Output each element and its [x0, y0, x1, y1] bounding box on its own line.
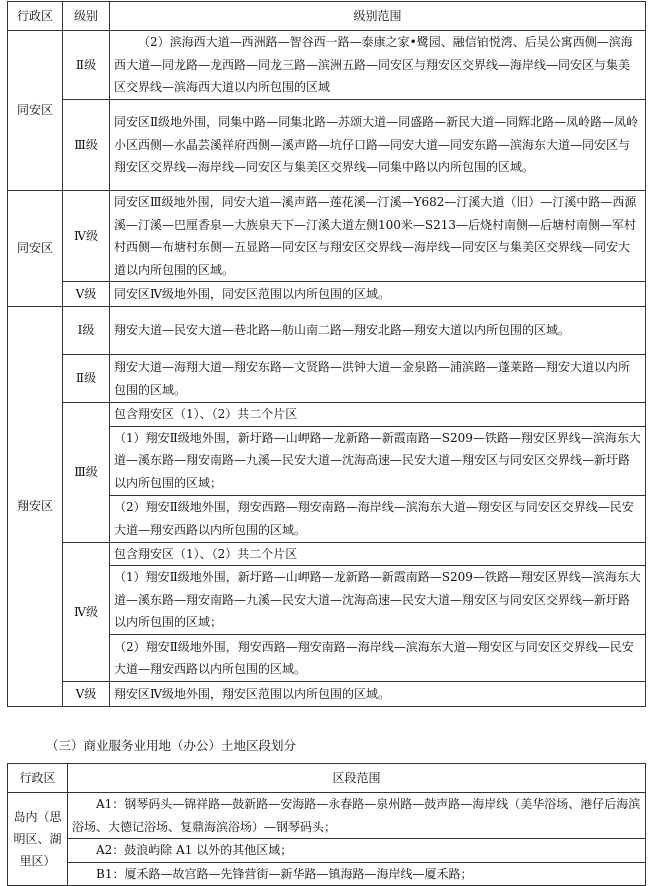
range-cell: 翔安大道—民安大道—巷北路—舫山南二路—翔安北路—翔安大道以内所包围的区域。: [110, 307, 646, 355]
table-row: [8, 307, 646, 355]
table-row: [8, 31, 646, 100]
header-district: 行政区: [8, 764, 68, 793]
zone-line: A2：鼓浪屿除 A1 以外的其他区域；: [68, 839, 646, 863]
table-row: [8, 191, 646, 282]
zone-line: A1：钢琴码头—锦祥路—鼓新路—安海路—永春路—泉州路—鼓声路—海岸线（美华浴场、港仔后海滨浴场、大德记浴场、复鼎海滨浴场）—钢琴码头；: [68, 793, 646, 839]
table-row: [8, 100, 646, 191]
section-title: （三）商业服务业用地（办公）土地区段划分: [46, 738, 297, 753]
table-row: [8, 282, 646, 307]
table-row: [8, 839, 646, 863]
range-cell: 同安区Ⅳ级地外围，同安区范围以内所包围的区域。: [110, 282, 646, 307]
table-row: [8, 403, 646, 427]
table-row: [8, 862, 646, 886]
level-cell: Ⅱ级: [63, 31, 110, 100]
header-district: 行政区: [8, 2, 63, 31]
range-cell: （2）翔安Ⅱ级地外围，翔安西路—翔安南路—海岸线—滨海东大道—翔安区与同安区交界线—民安大道—翔安西路以内所包围的区域。: [110, 635, 646, 682]
table-header-row: [8, 764, 646, 793]
table-row: [8, 355, 646, 403]
level-cell: Ⅴ级: [63, 682, 110, 707]
level-cell: Ⅲ级: [63, 100, 110, 191]
level-range-table: [7, 1, 646, 707]
header-zone-range: 区段范围: [68, 764, 646, 793]
range-cell: （1）翔安Ⅱ级地外围，新圩路—山岬路—龙新路—新霞南路—S209—铁路—翔安区界线—滨海东大道—溪东路—翔安南路—九溪—民安大道—沈海高速—民安大道—翔安区与同安区交界线—新圩路以内所包围的区域；: [110, 566, 646, 635]
range-cell: 翔安区Ⅳ级地外围，翔安区范围以内所包围的区域。: [110, 682, 646, 707]
level-cell: Ⅳ级: [63, 191, 110, 282]
range-cell: （2）滨海西大道—西洲路—智谷西一路—泰康之家•鹭园、融信铂悦湾、后吴公寓西侧—滨海西大道—同龙路—龙西路—同龙三路—滨洲五路—同安区与翔安区交界线—海岸线—同安区与集美区交界线—滨海西大道以内所包围的区域: [110, 31, 646, 100]
table-row: [8, 793, 646, 839]
level-cell: Ⅰ级: [63, 307, 110, 355]
district-cell-island: 岛内（思明区、湖里区）: [8, 793, 68, 886]
range-intro-cell: 包含翔安区（1）、（2）共二个片区: [110, 542, 646, 566]
level-cell: Ⅳ级: [63, 542, 110, 682]
range-cell: 同安区Ⅱ级地外围，同集中路—同集北路—苏颂大道—同盛路—新民大道—同辉北路—凤岭路—凤岭小区西侧—水晶芸溪祥府西侧—溪声路—坑仔口路—同安大道—同安东路—滨海东大道—同安区与翔安区交界线—海岸线—同安区与集美区交界线—同集中路以内所包围的区域。: [110, 100, 646, 191]
range-cell: （1）翔安Ⅱ级地外围，新圩路—山岬路—龙新路—新霞南路—S209—铁路—翔安区界线—滨海东大道—溪东路—翔安南路—九溪—民安大道—沈海高速—民安大道—翔安区与同安区交界线—新圩路以内所包围的区域；: [110, 426, 646, 495]
header-range: 级别范围: [110, 2, 646, 31]
header-level: 级别: [63, 2, 110, 31]
range-cell: 翔安大道—海翔大道—翔安东路—文贤路—洪钟大道—金泉路—浦滨路—蓬莱路—翔安大道以内所包围的区域。: [110, 355, 646, 403]
office-zone-table: [7, 763, 646, 886]
table-row: [8, 542, 646, 566]
range-cell: 同安区Ⅲ级地外围，同安大道—溪声路—莲花溪—汀溪—Y682—汀溪大道（旧）—汀溪中路—西源溪—汀溪—巴厘香泉—大族泉天下—汀溪大道左侧100米—S213—后烧村南侧—后塘村南侧—军村村西侧—布塘村东侧—五显路—同安区与翔安区交界线—海岸线—同安区与集美区交界线—同安大道以内所包围的区域。: [110, 191, 646, 282]
zone-line: B1：厦禾路—故宫路—先锋营街—新华路—镇海路—海岸线—厦禾路；: [68, 862, 646, 886]
range-cell: （2）翔安Ⅱ级地外围，翔安西路—翔安南路—海岸线—滨海东大道—翔安区与同安区交界线—民安大道—翔安西路以内所包围的区域。: [110, 495, 646, 542]
level-cell: Ⅴ级: [63, 282, 110, 307]
range-intro-cell: 包含翔安区（1）、（2）共二个片区: [110, 403, 646, 427]
district-cell-tongan: 同安区: [8, 31, 63, 191]
level-cell: Ⅲ级: [63, 403, 110, 543]
district-cell-tongan: 同安区: [8, 191, 63, 307]
level-cell: Ⅱ级: [63, 355, 110, 403]
district-cell-xiangan: 翔安区: [8, 307, 63, 707]
table-header-row: [8, 2, 646, 31]
table-row: [8, 682, 646, 707]
